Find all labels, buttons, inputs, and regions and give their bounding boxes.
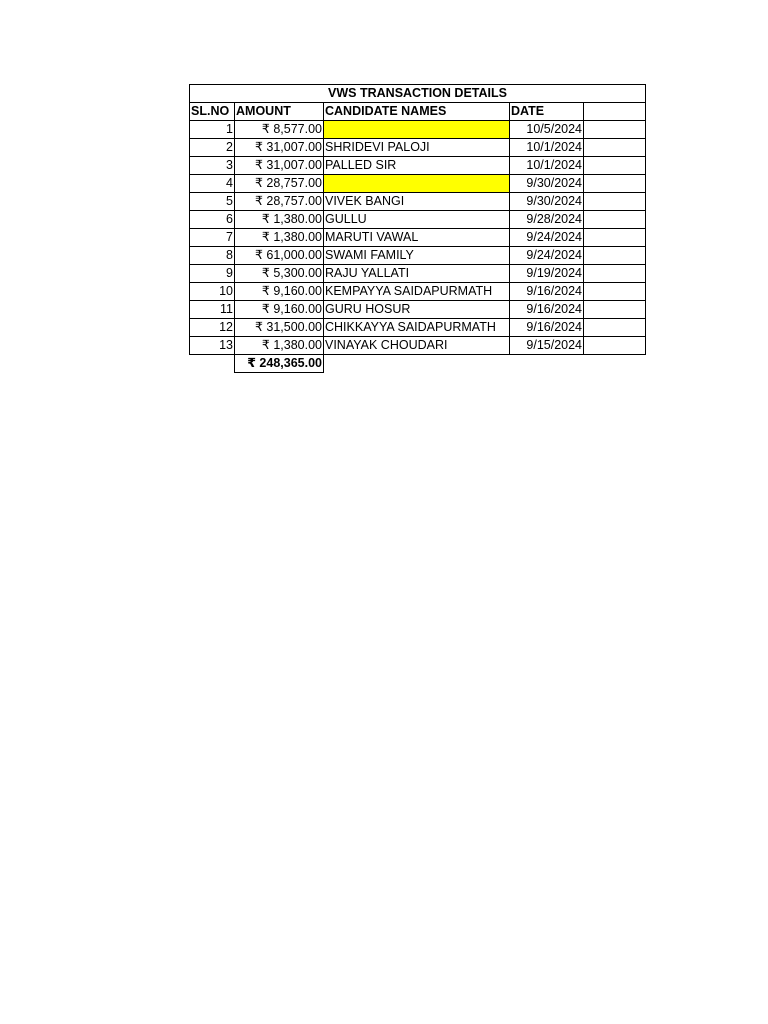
transaction-table — [189, 84, 646, 373]
cell-date: 10/1/2024 — [510, 139, 584, 157]
cell-candidate-name — [324, 121, 510, 139]
cell-date: 9/16/2024 — [510, 319, 584, 337]
table-row — [190, 139, 646, 157]
cell-empty — [584, 283, 646, 301]
cell-empty — [584, 319, 646, 337]
cell-amount: ₹ 8,577.00 — [235, 121, 324, 139]
table-row — [190, 157, 646, 175]
cell-empty — [584, 229, 646, 247]
table-row — [190, 301, 646, 319]
cell-candidate-name: GURU HOSUR — [324, 301, 510, 319]
cell-sl-no: 1 — [190, 121, 235, 139]
header-date: DATE — [510, 103, 584, 121]
total-amount: ₹ 248,365.00 — [235, 355, 324, 373]
cell-date: 9/24/2024 — [510, 247, 584, 265]
header-amount: AMOUNT — [235, 103, 324, 121]
cell-candidate-name: CHIKKAYYA SAIDAPURMATH — [324, 319, 510, 337]
cell-date: 9/19/2024 — [510, 265, 584, 283]
cell-amount: ₹ 28,757.00 — [235, 175, 324, 193]
cell-sl-no: 10 — [190, 283, 235, 301]
spreadsheet-page — [189, 84, 646, 373]
cell-empty — [584, 157, 646, 175]
cell-sl-no: 12 — [190, 319, 235, 337]
cell-candidate-name — [324, 175, 510, 193]
cell-candidate-name: MARUTI VAWAL — [324, 229, 510, 247]
cell-sl-no: 6 — [190, 211, 235, 229]
cell-amount: ₹ 9,160.00 — [235, 301, 324, 319]
total-row — [190, 355, 646, 373]
cell-amount: ₹ 31,007.00 — [235, 139, 324, 157]
cell-candidate-name: GULLU — [324, 211, 510, 229]
cell-amount: ₹ 61,000.00 — [235, 247, 324, 265]
header-row — [190, 103, 646, 121]
cell-date: 9/16/2024 — [510, 301, 584, 319]
cell-sl-no: 5 — [190, 193, 235, 211]
cell-amount: ₹ 5,300.00 — [235, 265, 324, 283]
cell-date: 9/28/2024 — [510, 211, 584, 229]
cell-amount: ₹ 31,500.00 — [235, 319, 324, 337]
cell-date: 9/30/2024 — [510, 193, 584, 211]
cell-sl-no: 3 — [190, 157, 235, 175]
cell-sl-no: 9 — [190, 265, 235, 283]
cell-amount: ₹ 1,380.00 — [235, 211, 324, 229]
table-row — [190, 229, 646, 247]
cell-date: 9/24/2024 — [510, 229, 584, 247]
cell-amount: ₹ 28,757.00 — [235, 193, 324, 211]
cell-empty — [584, 139, 646, 157]
cell-empty — [584, 265, 646, 283]
cell-sl-no: 11 — [190, 301, 235, 319]
cell-amount: ₹ 1,380.00 — [235, 229, 324, 247]
cell-sl-no: 4 — [190, 175, 235, 193]
header-candidate-names: CANDIDATE NAMES — [324, 103, 510, 121]
cell-candidate-name: RAJU YALLATI — [324, 265, 510, 283]
table-body — [190, 121, 646, 355]
cell-empty — [584, 175, 646, 193]
cell-empty — [584, 247, 646, 265]
cell-amount: ₹ 9,160.00 — [235, 283, 324, 301]
table-row — [190, 175, 646, 193]
cell-date: 10/1/2024 — [510, 157, 584, 175]
cell-date: 10/5/2024 — [510, 121, 584, 139]
cell-candidate-name: VIVEK BANGI — [324, 193, 510, 211]
table-row — [190, 247, 646, 265]
cell-candidate-name: VINAYAK CHOUDARI — [324, 337, 510, 355]
table-title: VWS TRANSACTION DETAILS — [190, 85, 646, 103]
cell-empty — [584, 211, 646, 229]
cell-empty — [584, 121, 646, 139]
cell-candidate-name: KEMPAYYA SAIDAPURMATH — [324, 283, 510, 301]
table-row — [190, 265, 646, 283]
cell-candidate-name: PALLED SIR — [324, 157, 510, 175]
cell-empty — [584, 337, 646, 355]
cell-amount: ₹ 31,007.00 — [235, 157, 324, 175]
cell-amount: ₹ 1,380.00 — [235, 337, 324, 355]
cell-empty — [584, 193, 646, 211]
cell-candidate-name: SWAMI FAMILY — [324, 247, 510, 265]
title-row — [190, 85, 646, 103]
table-row — [190, 319, 646, 337]
cell-sl-no: 7 — [190, 229, 235, 247]
table-row — [190, 283, 646, 301]
total-spacer — [190, 355, 235, 373]
cell-date: 9/16/2024 — [510, 283, 584, 301]
cell-date: 9/30/2024 — [510, 175, 584, 193]
cell-candidate-name: SHRIDEVI PALOJI — [324, 139, 510, 157]
header-empty — [584, 103, 646, 121]
table-row — [190, 337, 646, 355]
table-row — [190, 193, 646, 211]
table-row — [190, 121, 646, 139]
cell-sl-no: 2 — [190, 139, 235, 157]
cell-sl-no: 13 — [190, 337, 235, 355]
table-row — [190, 211, 646, 229]
header-sl-no: SL.NO — [190, 103, 235, 121]
cell-sl-no: 8 — [190, 247, 235, 265]
cell-empty — [584, 301, 646, 319]
cell-date: 9/15/2024 — [510, 337, 584, 355]
